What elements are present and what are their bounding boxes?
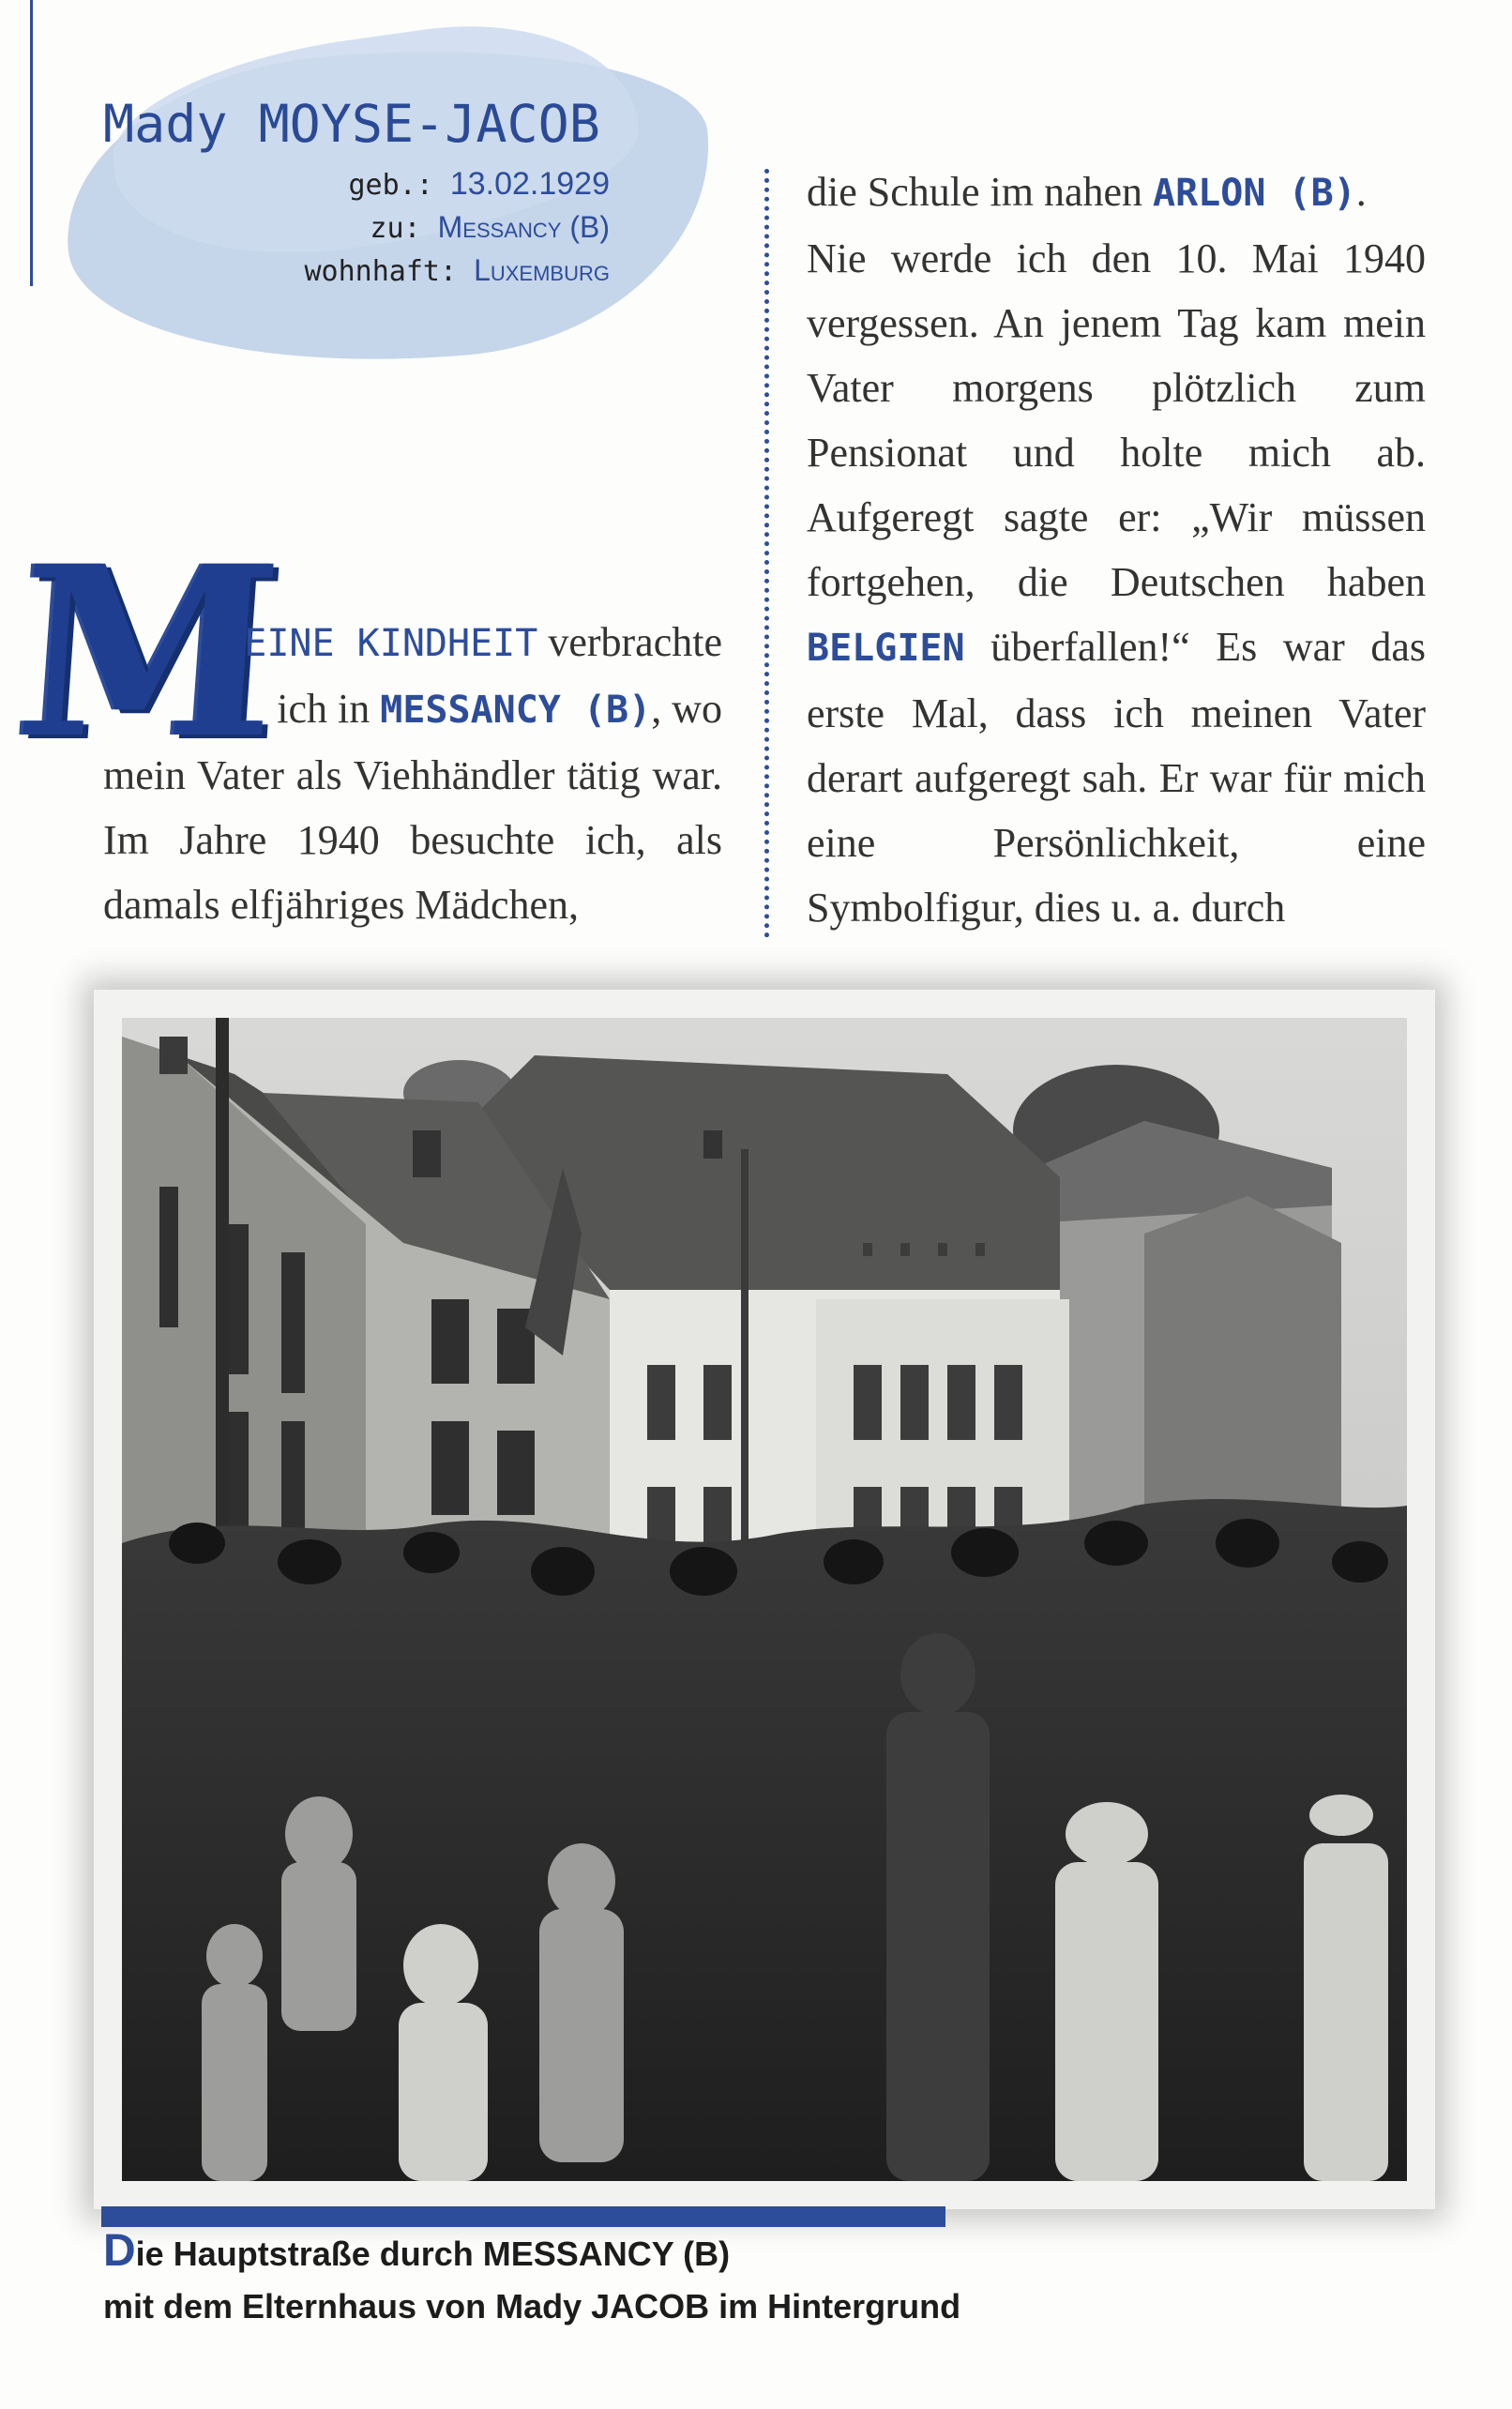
birth-place-value: Messancy (B) xyxy=(437,210,610,244)
left-body: mein Vater als Viehhändler tätig war. Im Jahre 1940 besuchte ich, als damals elfjähriges Mädchen, xyxy=(103,752,722,928)
birth-date-value: 13.02.1929 xyxy=(449,166,610,202)
historic-street-photo xyxy=(122,1018,1407,2181)
caption-line-1-rest: ie Hauptstraße durch MESSANCY (B) xyxy=(135,2235,731,2273)
column-divider xyxy=(764,169,769,938)
person-header xyxy=(84,94,722,293)
second-line-post: , wo xyxy=(651,686,722,732)
birth-date-row xyxy=(84,163,722,206)
birth-place-label: zu: xyxy=(370,212,421,245)
drop-cap: M xyxy=(8,514,289,790)
residence-row xyxy=(84,250,722,293)
second-line-pre: ich in xyxy=(277,686,381,732)
article-left-column xyxy=(103,610,722,937)
caption-initial: D xyxy=(103,2226,136,2276)
left-first-line xyxy=(103,610,722,676)
place-arlon: ARLON (B) xyxy=(1153,172,1356,215)
birth-place-row xyxy=(84,206,722,250)
person-name: Mady MOYSE-JACOB xyxy=(103,94,600,154)
article-right-column xyxy=(807,159,1426,940)
residence-label: wohnhaft: xyxy=(304,255,458,288)
right-line1-post: . xyxy=(1355,169,1367,215)
caption-line-2: mit dem Elternhaus von Mady JACOB im Hintergrund xyxy=(103,2287,961,2326)
residence-value: Luxemburg xyxy=(474,253,610,287)
opening-rest: verbrachte xyxy=(537,619,722,665)
caption-accent-bar xyxy=(101,2206,945,2227)
place-messancy: MESSANCY (B) xyxy=(380,689,652,732)
photo-caption xyxy=(103,2225,1135,2333)
right-line1-pre: die Schule im nahen xyxy=(807,169,1154,215)
right-first-line xyxy=(807,159,1426,226)
right-body xyxy=(807,226,1426,940)
right-body-a: Nie werde ich den 10. Mai 1940 vergessen. An jenem Tag kam mein Vater morgens plötzlich zum Pensionat und holte mich ab. Aufgeregt sagte er: „Wir müssen fortgehen, die Deutschen haben xyxy=(807,235,1426,605)
country-belgien: BELGIEN xyxy=(807,627,965,670)
right-body-b: überfallen!“ Es war das erste Mal, dass ich meinen Vater derart aufgeregt sah. Er war für mich eine Persönlichkeit, eine Symbolfigur, dies u. a. durch xyxy=(807,624,1426,931)
caption-line-1 xyxy=(103,2225,1135,2280)
birth-date-label: geb.: xyxy=(348,169,433,202)
left-second-line xyxy=(103,676,722,743)
opening-heading: EINE KINDHEIT xyxy=(244,622,538,665)
street-scene-illustration xyxy=(122,1018,1407,2181)
margin-rule xyxy=(30,0,33,286)
